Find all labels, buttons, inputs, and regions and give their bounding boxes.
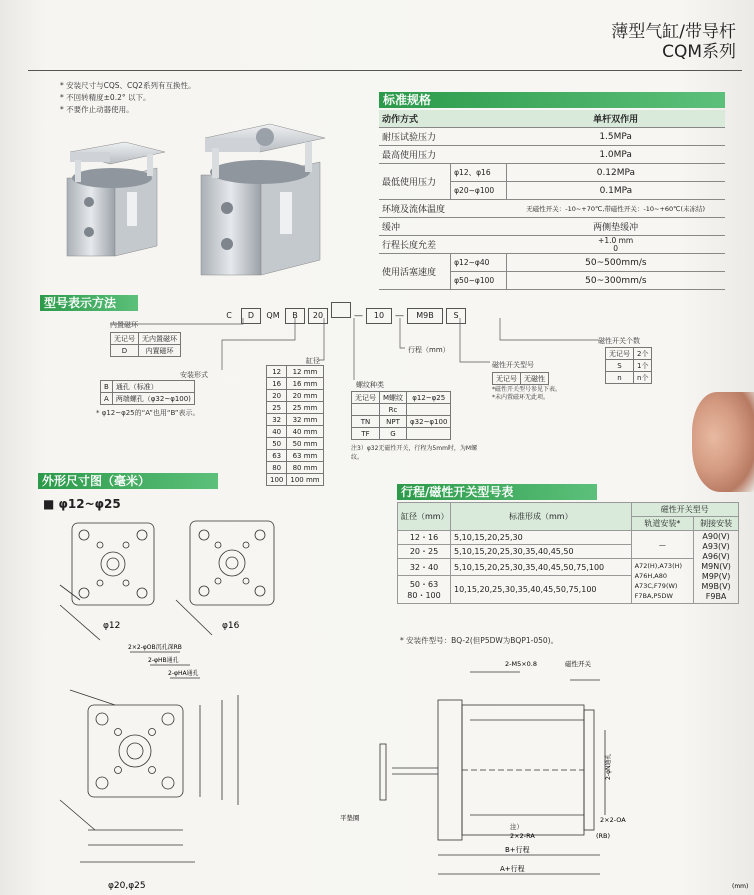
header-title-cn: 薄型气缸/带导杆 (611, 22, 736, 42)
model-code: C D QM B 20 — 10 — M9B S (220, 302, 469, 324)
switch-model-table: 无记号 无磁性 (492, 372, 549, 385)
spec-row: 使用活塞速度 φ12~φ40 50~500mm/s (379, 254, 725, 272)
thread-table: 无记号 M螺纹 φ12~φ25 Rc TN NPT φ32~φ100 TF G (351, 391, 451, 440)
table-row: 缸径（mm） 标准形成（mm） 磁性开关型号 (398, 503, 739, 517)
code-part: S (446, 308, 466, 324)
spec-row: 缓冲 两侧垫缓冲 (379, 218, 725, 236)
pad-label: 平垫圈 (340, 814, 360, 822)
spec-row: 行程长度允差 +1.0 mm 0 (379, 236, 725, 254)
stroke-section-title: 行程/磁性开关型号表 (397, 484, 597, 500)
table-row: 50・63 80・100 10,15,20,25,30,35,40,45,50,75,100 (398, 576, 739, 604)
table-row: 轨道安装* 制接安装 (398, 517, 739, 531)
oa-label: 2×2-OA (600, 816, 626, 824)
dimension-section-title: 外形尺寸图（毫米） (38, 473, 218, 489)
note-label: 注） (510, 823, 523, 831)
code-part: M9B (407, 308, 443, 324)
dim-phi16: φ16 (222, 621, 240, 631)
a-stroke-label: A+行程 (500, 865, 525, 873)
mount-note: * φ12~φ25的“A”也用“B”表示。 (96, 409, 200, 417)
spec-row: 动作方式 单杆双作用 (379, 110, 725, 128)
mount-label: 安装形式 (180, 371, 208, 379)
rb-label: (RB) (596, 832, 611, 840)
spec-row: φ50~φ100 50~300mm/s (379, 272, 725, 290)
stroke-switch-table (397, 502, 739, 604)
dim-phi12: φ12 (103, 621, 121, 631)
mount-table: B 通孔（标准） A 两端螺孔（φ32~φ100) (100, 380, 195, 405)
switch-model-notes: *磁性开关型号参见下表。 *未内置磁环无此项。 (492, 386, 562, 401)
dim-phi2025: φ20,φ25 (108, 881, 146, 891)
hole-label-1: 2×2-φOB沉孔深RB (128, 644, 182, 651)
dim-range-label: ■ φ12~φ25 (43, 497, 121, 511)
code-part: 10 (366, 308, 392, 324)
spec-row: φ20~φ100 0.1MPa (379, 182, 725, 200)
code-part: QM (266, 311, 280, 320)
spec-section-title: 标准规格 (379, 92, 725, 108)
stroke-label: 行程（mm） (408, 346, 450, 354)
n-hole-label: 2-φN通孔 (605, 753, 612, 780)
hole-label-2: 2-φHB通孔 (148, 657, 179, 664)
b-stroke-label: B+行程 (505, 846, 530, 854)
switch-count-table: 无记号 2个 S 1个 n n个 (605, 347, 652, 384)
code-part: C (226, 311, 232, 320)
spec-row: 环境及流体温度 无磁性开关：-10~+70℃,带磁性开关：-10~+60℃(未冻结) (379, 200, 725, 218)
m5-label: 2-M5×0.8 (505, 660, 538, 668)
code-part: 20 (308, 308, 328, 324)
table-row: 32・40 5,10,15,20,25,30,35,40,45,50,75,100 A72(H),A73(H) A76H,A80 A73C,F79(W) F7BA,P5DW (398, 559, 739, 576)
thread-label: 螺纹种类 (356, 381, 384, 389)
switch-label: 磁性开关 (565, 660, 591, 668)
switch-count-label: 磁性开关个数 (598, 337, 640, 345)
table-row: 12・16 5,10,15,20,25,30 — A90(V) A93(V) A96(V) M9N(V) M9P(V) M9B(V) F9BA (398, 531, 739, 545)
mm-label: (mm) (732, 883, 749, 890)
thread-note: 注3）φ32无磁性开关，行程为5mm时，为M螺纹。 (351, 445, 478, 461)
code-part: D (241, 308, 261, 324)
stroke-table-note: * 安装件型号：BQ-2(但P5DW为BQP1-050)。 (400, 636, 559, 645)
ra-label: 2×2-RA (510, 832, 535, 840)
hole-label-3: 2-φHA通孔 (168, 670, 199, 677)
spec-row: 耐压试验压力 1.5MPa (379, 128, 725, 146)
table-row: 20・25 5,10,15,20,25,30,35,40,45,50 (398, 545, 739, 559)
model-section-title: 型号表示方法 (40, 295, 138, 311)
switch-model-label: 磁性开关型号 (492, 361, 534, 369)
magnet-table: 无记号 无内置磁环 D 内置磁环 (110, 332, 181, 357)
note-3: * 不要作止动器使用。 (60, 105, 134, 114)
code-part: B (285, 308, 305, 324)
bore-label: 缸径 (306, 357, 320, 365)
note-1: * 安装尺寸与CQS、CQ2系列有互换性。 (60, 81, 196, 90)
magnet-label: 内置磁环 (110, 321, 138, 329)
header-series: CQM系列 (662, 42, 736, 62)
spec-row: 最低使用压力 φ12、φ16 0.12MPa (379, 164, 725, 182)
spec-row: 最高使用压力 1.0MPa (379, 146, 725, 164)
bore-table: 12 12 mm 16 16 mm 20 20 mm 25 25 mm 32 32 mm 40 40 mm 50 50 mm 63 63 mm 80 80 mm 100 100 mm (266, 365, 324, 486)
note-2: * 不回转精度±0.2° 以下。 (60, 93, 151, 102)
